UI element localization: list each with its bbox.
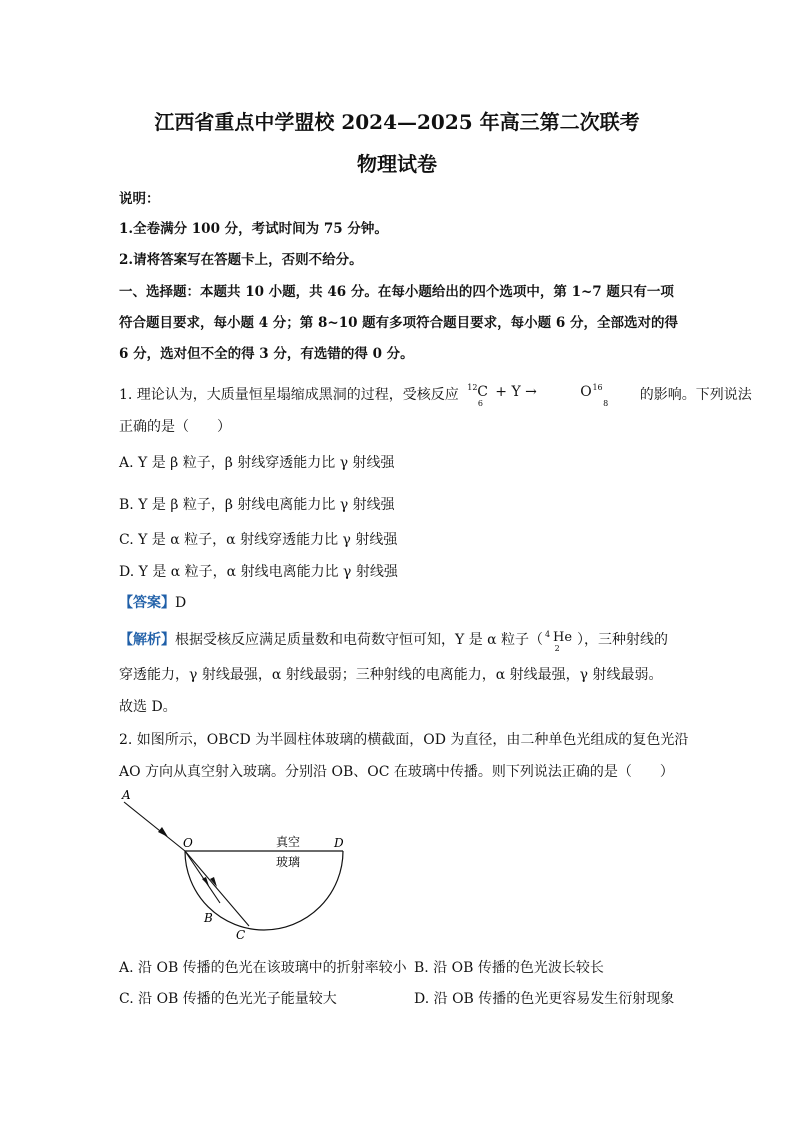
label-vacuum: 真空: [276, 835, 301, 849]
q2-option-c[interactable]: C. 沿 OB 传播的色光光子能量较大: [119, 991, 337, 1007]
q1-analysis-line-3: 故选 D。: [119, 699, 177, 715]
answer-value: D: [175, 595, 187, 611]
notes-heading: 说明：: [119, 191, 160, 207]
incident-ray-ao: [124, 802, 185, 851]
refracted-ray-ob: [185, 851, 220, 903]
page-subtitle: 物理试卷: [357, 152, 437, 176]
q1-analysis-line-1: [119, 629, 669, 653]
q1-stem-after: 的影响。下列说法: [639, 387, 752, 403]
q1-option-c[interactable]: C. Y 是 α 粒子，α 射线穿透能力比 γ 射线强: [119, 532, 398, 548]
q2-stem-line-1: 2. 如图所示，OBCD 为半圆柱体玻璃的横截面，OD 为直径，由二种单色光组成的复色光沿: [119, 732, 689, 748]
label-glass: 玻璃: [276, 855, 301, 869]
incident-arrow-icon: [158, 827, 168, 837]
q1-stem-line-1: [119, 383, 752, 408]
label-d: D: [334, 836, 344, 850]
label-a: A: [122, 788, 131, 802]
section-instructions-line-3: 6 分，选对但不全的得 3 分，有选错的得 0 分。: [119, 346, 414, 362]
helium-notation: [543, 630, 577, 653]
he-mass: 4: [545, 630, 551, 639]
label-b: B: [204, 911, 213, 925]
q1-answer: [119, 592, 186, 612]
q2-stem-line-2: AO 方向从真空射入玻璃。分别沿 OB、OC 在玻璃中传播。则下列说法正确的是（ ）: [119, 764, 674, 780]
he-charge: 2: [554, 644, 560, 653]
page-title: 江西省重点中学盟校 2024—2025 年高三第二次联考: [154, 110, 640, 134]
analysis-text-a: 根据受核反应满足质量数和电荷数守恒可知，Y 是 α 粒子（: [175, 632, 544, 648]
label-o: O: [183, 836, 193, 850]
q1-stem-line-2: 正确的是（ ）: [119, 419, 231, 435]
q1-option-b[interactable]: B. Y 是 β 粒子，β 射线电离能力比 γ 射线强: [119, 497, 395, 513]
eq-carbon-charge: 6: [477, 399, 483, 408]
eq-carbon: C: [477, 384, 488, 400]
eq-oxygen-charge: 8: [603, 399, 609, 408]
q2-option-a[interactable]: A. 沿 OB 传播的色光在该玻璃中的折射率较小: [119, 960, 407, 976]
he-symbol: He: [553, 630, 573, 645]
eq-carbon-mass: 12: [467, 383, 478, 392]
analysis-label: 【解析】: [119, 632, 175, 648]
q1-analysis-line-2: 穿透能力，γ 射线最强，α 射线最弱；三种射线的电离能力，α 射线最强，γ 射线最弱。: [119, 667, 663, 683]
section-instructions-line-2: 符合题目要求，每小题 4 分；第 8~10 题有多项符合题目要求，每小题 6 分，全部选对的得: [119, 315, 678, 331]
eq-oxygen: O: [580, 384, 592, 400]
notes-line-2: 2.请将答案写在答题卡上，否则不给分。: [119, 252, 363, 268]
answer-label: 【答案】: [119, 595, 175, 611]
q1-equation: [463, 383, 635, 408]
section-instructions-line-1: 一、选择题：本题共 10 小题，共 46 分。在每小题给出的四个选项中，第 1~7 题只有一项: [119, 284, 674, 300]
eq-plus-y: + Y →: [495, 384, 537, 400]
analysis-text-b: ），三种射线的: [577, 632, 669, 648]
eq-oxygen-mass: 16: [592, 383, 603, 392]
q2-option-d[interactable]: D. 沿 OB 传播的色光更容易发生衍射现象: [414, 991, 675, 1007]
q1-option-a[interactable]: A. Y 是 β 粒子，β 射线穿透能力比 γ 射线强: [119, 455, 395, 471]
q1-stem-before: 1. 理论认为，大质量恒星塌缩成黑洞的过程，受核反应: [119, 387, 459, 403]
q2-figure: [110, 786, 360, 946]
q2-option-b[interactable]: B. 沿 OB 传播的色光波长较长: [414, 960, 604, 976]
notes-line-1: 1.全卷满分 100 分，考试时间为 75 分钟。: [119, 221, 388, 237]
q1-option-d[interactable]: D. Y 是 α 粒子，α 射线电离能力比 γ 射线强: [119, 564, 398, 580]
label-c: C: [236, 928, 246, 942]
